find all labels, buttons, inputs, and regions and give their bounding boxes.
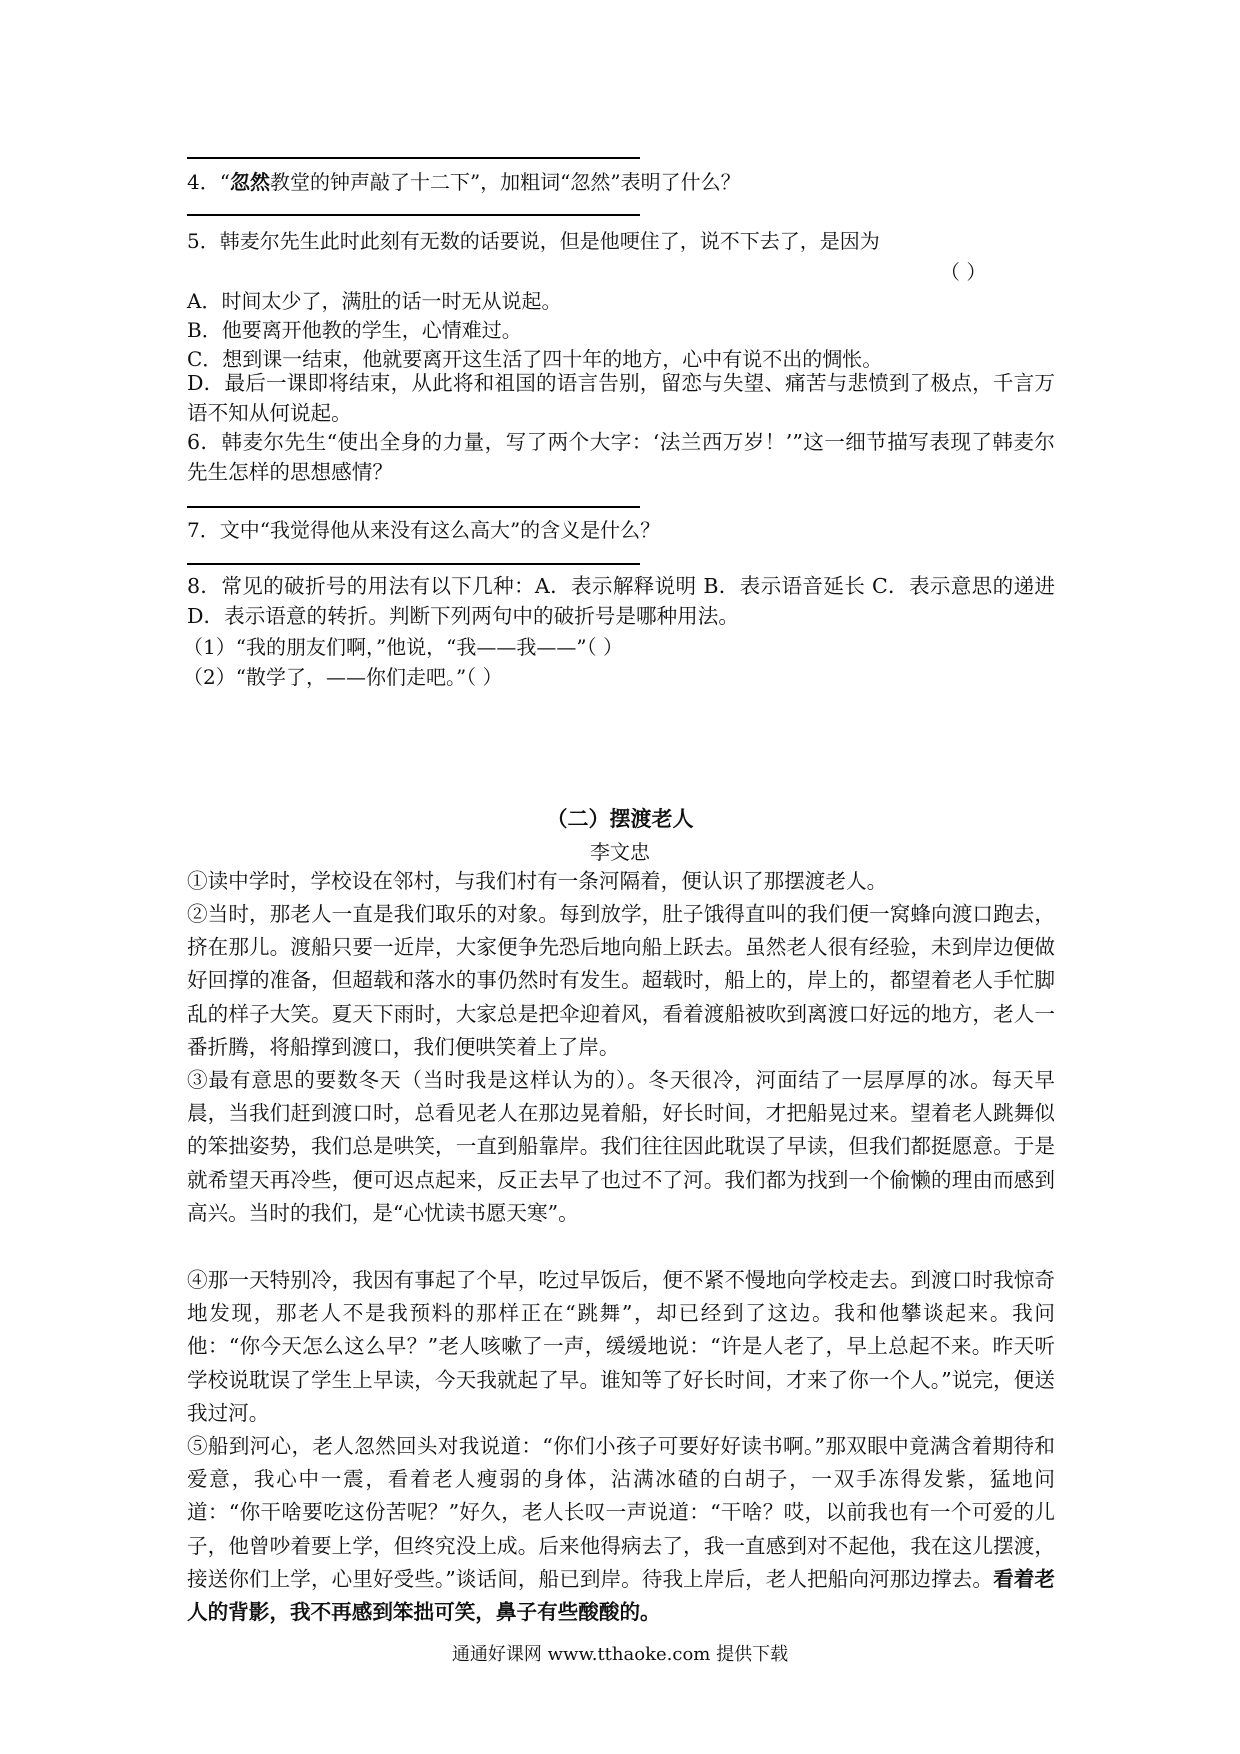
paragraph-5: [187, 1430, 1055, 1629]
question-4: [187, 166, 1057, 195]
q5-option-b: B．他要离开他教的学生，心情难过。: [187, 318, 522, 342]
q5-answer-paren: （ ）: [940, 260, 987, 284]
question-5: 5．韩麦尔先生此时此刻有无数的话要说，但是他哽住了，说不下去了，是因为: [187, 229, 880, 253]
question-7: 7．文中“我觉得他从来没有这么高大”的含义是什么？: [187, 518, 661, 542]
footer-credit: 通通好课网 www.tthaoke.com 提供下载: [451, 1644, 789, 1665]
q5-option-d: D．最后一课即将结束，从此将和祖国的语言告别，留恋与失望、痛苦与悲愤到了极点，千言万语不知从何说起。: [187, 371, 1055, 425]
paragraph-2: ②当时，那老人一直是我们取乐的对象。每到放学，肚子饿得直叫的我们便一窝蜂向渡口跑去，挤在那儿。渡船只要一近岸，大家便争先恐后地向船上跃去。虽然老人很有经验，未到岸边便做好回撑的准备，但超载和落水的事仍然时有发生。超载时，船上的，岸上的，都望着老人手忙脚乱的样子大笑。夏天下雨时，大家总是把伞迎着风，看着渡船被吹到离渡口好远的地方，老人一番折腾，将船撑到渡口，我们便哄笑着上了岸。: [187, 902, 1055, 1059]
paragraph-5-text: ⑤船到河心，老人忽然回头对我说道：“你们小孩子可要好好读书啊。”那双眼中竟满含着期待和爱意，我心中一震，看着老人瘦弱的身体，沾满冰碴的白胡子，一双手冻得发紫，猛地问道：“你干啥要吃这份苦呢？”好久，老人长叹一声说道：“干啥？哎，以前我也有一个可爱的儿子，他曾吵着要上学，但终究没上成。后来他得病去了，我一直感到对不起他，我在这儿摆渡，接送你们上学，心里好受些。”谈话间，船已到岸。待我上岸后，老人把船向河那边撑去。: [187, 1434, 1055, 1591]
q4-after: 教堂的钟声敲了十二下”，加粗词“忽然”表明了什么？: [269, 170, 741, 194]
paragraph-4: ④那一天特别冷，我因有事起了个早，吃过早饭后，便不紧不慢地向学校走去。到渡口时我惊奇地发现，那老人不是我预料的那样正在“跳舞”，却已经到了这边。我和他攀谈起来。我问他：“你今天怎么这么早？”老人咳嗽了一声，缓缓地说：“许是人老了，早上总起不来。昨天听学校说耽误了学生上早读，今天我就起了早。谁知等了好长时间，才来了你一个人。”说完，便送我过河。: [187, 1268, 1055, 1425]
q8-sentence-2: （2）“散学了，——你们走吧。”（ ）: [183, 665, 503, 689]
paragraph-3: ③最有意思的要数冬天（当时我是这样认为的）。冬天很冷，河面结了一层厚厚的冰。每天早晨，当我们赶到渡口时，总看见老人在那边晃着船，好长时间，才把船晃过来。望着老人跳舞似的笨拙姿势，我们总是哄笑，一直到船靠岸。我们往往因此耽误了早读，但我们都挺愿意。于是就希望天再冷些，便可迟点起来，反正去早了也过不了河。我们都为找到一个偷懒的理由而感到高兴。当时的我们，是“心忧读书愿天寒”。: [187, 1068, 1055, 1225]
question-8: 8．常见的破折号的用法有以下几种：A．表示解释说明 B．表示语音延长 C．表示意思的递进 D．表示语意的转折。判断下列两句中的破折号是哪种用法。: [187, 574, 1055, 628]
q4-bold-word: 忽然: [229, 170, 270, 194]
passage-author: 李文忠: [590, 840, 650, 864]
question-6: 6．韩麦尔先生“使出全身的力量，写了两个大字：‘法兰西万岁！’”这一细节描写表现了韩麦尔先生怎样的思想感情？: [187, 430, 1055, 484]
answer-line: [187, 506, 640, 508]
q5-option-c: C．想到课一结束，他就要离开这生活了四十年的地方，心中有说不出的惆怅。: [187, 347, 883, 371]
paragraph-5-bold: 看着老人的背影，我不再感到笨拙可笑，鼻子有些酸酸的。: [187, 1566, 1055, 1625]
q8-sentence-1: （1）“我的朋友们啊，”他说，“我——我——”（ ）: [183, 635, 623, 659]
paragraph-1: ①读中学时，学校设在邻村，与我们村有一条河隔着，便认识了那摆渡老人。: [187, 869, 888, 893]
answer-line: [187, 214, 640, 216]
answer-line: [187, 157, 640, 159]
q5-option-a: A．时间太少了，满肚的话一时无从说起。: [187, 289, 562, 313]
q4-before: 4．“: [187, 170, 230, 194]
passage-title: （二）摆渡老人: [546, 806, 694, 831]
answer-line: [187, 563, 640, 565]
